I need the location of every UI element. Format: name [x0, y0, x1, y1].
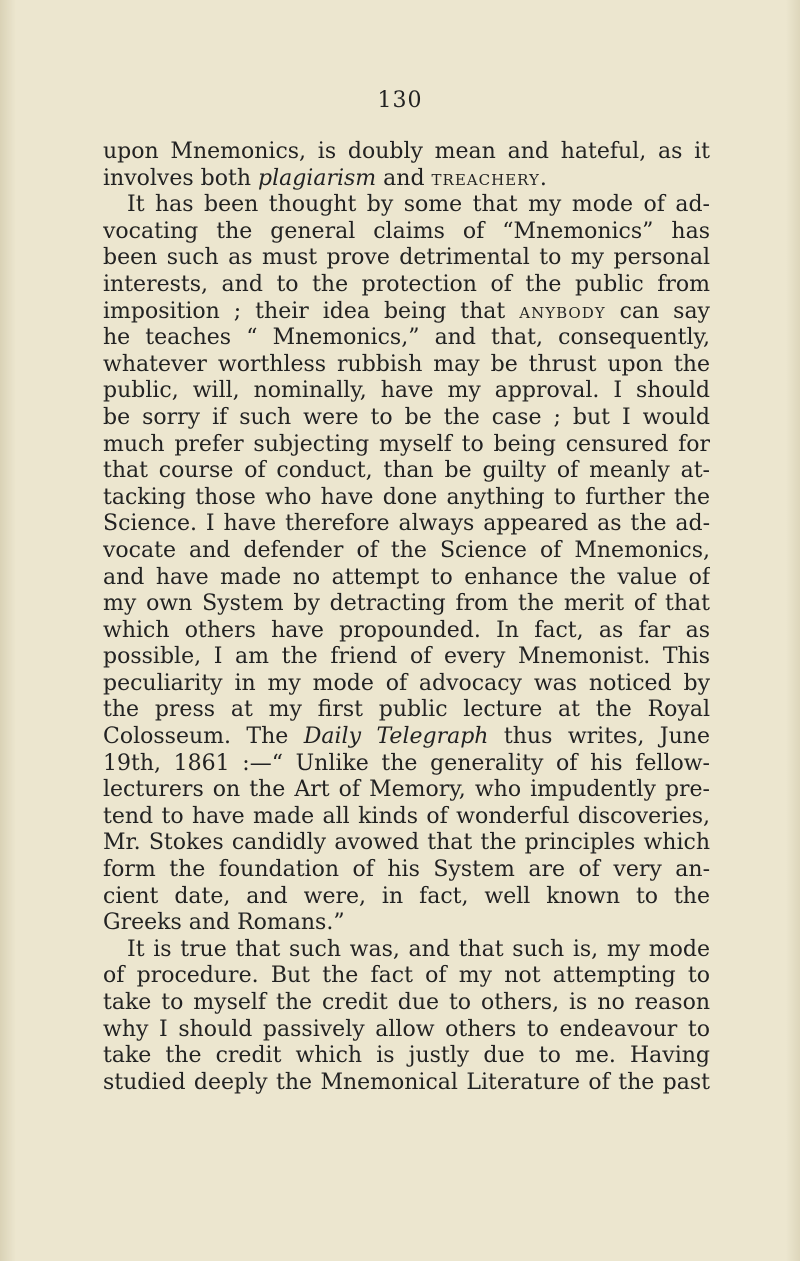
page-number: 130	[377, 88, 423, 113]
text-run: and	[376, 165, 432, 191]
text-line: Science. I have therefore always appeared as the ad-	[103, 511, 710, 537]
text-line: It is true that such was, and that such is, my mode	[127, 936, 710, 962]
text-line: 19th, 1861 :—“ Unlike the generality of his fellow-	[103, 750, 710, 776]
text-line: much prefer subjecting myself to being censured for	[103, 431, 710, 457]
text-run: thus writes, June	[488, 724, 710, 750]
text-run: Colosseum. The	[103, 724, 304, 750]
text-line: of procedure. But the fact of my not attempting to	[103, 963, 710, 989]
text-line: It has been thought by some that my mode of ad-	[127, 192, 710, 218]
text-line: studied deeply the Mnemonical Literature of the past	[103, 1069, 710, 1095]
text-run: imposition ; their idea being that	[103, 298, 520, 324]
text-line: take the credit which is justly due to me. Having	[103, 1043, 710, 1069]
text-run: can say	[605, 298, 710, 324]
text-line: whatever worthless rubbish may be thrust upon the	[103, 351, 710, 377]
text-line: upon Mnemonics, is doubly mean and hateful, as it	[103, 139, 710, 164]
text-line: Mr. Stokes candidly avowed that the principles which	[103, 830, 710, 856]
small-caps-text: treachery.	[431, 165, 548, 191]
text-line: tacking those who have done anything to further the	[103, 484, 710, 510]
text-line: form the foundation of his System are of very an-	[103, 857, 710, 883]
page-gutter-left	[0, 0, 16, 1261]
text-line: interests, and to the protection of the public from	[103, 271, 710, 297]
italic-text: plagiarism	[257, 165, 377, 191]
text-line: vocate and defender of the Science of Mnemonics,	[103, 537, 710, 563]
text-line: which others have propounded. In fact, as far as	[103, 617, 710, 643]
text-line: tend to have made all kinds of wonderful discoveries,	[103, 803, 710, 829]
text-line	[103, 724, 710, 751]
text-line: that course of conduct, than be guilty of meanly at-	[103, 458, 710, 484]
text-line: vocating the general claims of “Mnemonics” has	[103, 218, 710, 244]
text-line: Greeks and Romans.”	[103, 910, 345, 936]
text-line: lecturers on the Art of Memory, who impudently pre-	[103, 777, 710, 803]
italic-text: Daily Telegraph	[303, 724, 489, 750]
text-line: possible, I am the friend of every Mnemonist. This	[103, 644, 710, 670]
text-line: peculiarity in my mode of advocacy was noticed by	[103, 670, 710, 696]
text-line	[103, 166, 710, 193]
text-line: the press at my first public lecture at the Royal	[103, 697, 710, 723]
text-line: he teaches “ Mnemonics,” and that, consequently,	[103, 325, 710, 351]
page-gutter-right	[786, 0, 800, 1261]
text-line: my own System by detracting from the merit of that	[103, 591, 710, 617]
text-line: cient date, and were, in fact, well known to the	[103, 883, 710, 909]
text-line: be sorry if such were to be the case ; but I would	[103, 404, 710, 430]
text-line	[103, 299, 710, 326]
text-line: take to myself the credit due to others, is no reason	[103, 990, 710, 1015]
text-line: why I should passively allow others to endeavour to	[103, 1016, 710, 1042]
small-caps-text: anybody	[519, 298, 606, 324]
text-line: public, will, nominally, have my approval. I should	[103, 378, 710, 404]
text-line: been such as must prove detrimental to my personal	[103, 245, 710, 271]
body-text	[103, 139, 710, 1096]
text-line: and have made no attempt to enhance the value of	[103, 564, 710, 590]
text-run: involves both	[103, 165, 258, 191]
